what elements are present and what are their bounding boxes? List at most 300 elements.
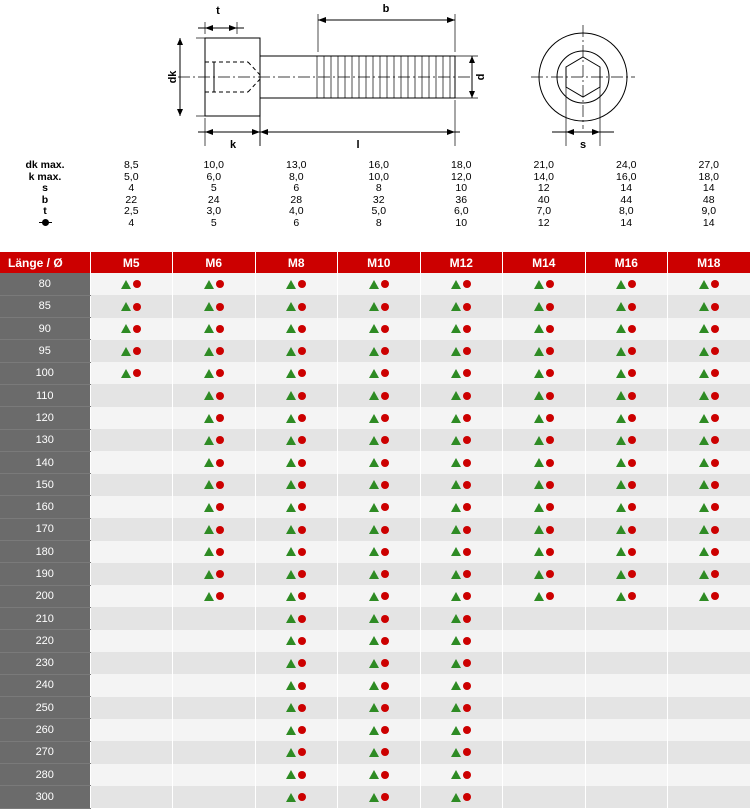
availability-marks — [451, 636, 471, 647]
availability-marks — [369, 770, 389, 781]
availability-cell-filled — [173, 563, 256, 585]
row-length-label: 280 — [0, 764, 90, 786]
green-triangle-icon — [286, 458, 296, 467]
availability-cell-filled — [420, 318, 503, 340]
availability-cell-filled — [585, 384, 668, 406]
row-length-label: 180 — [0, 541, 90, 563]
availability-marks — [369, 301, 389, 312]
red-circle-icon — [463, 325, 471, 333]
availability-cell-filled — [420, 697, 503, 719]
availability-cell-empty — [90, 474, 173, 496]
green-triangle-icon — [616, 391, 626, 400]
green-triangle-icon — [204, 592, 214, 601]
availability-marks — [534, 591, 554, 602]
availability-marks — [369, 569, 389, 580]
row-length-label: 95 — [0, 340, 90, 362]
availability-cell-filled — [173, 340, 256, 362]
dimension-row-label — [0, 218, 90, 230]
red-circle-icon — [381, 303, 389, 311]
availability-cell-filled — [503, 318, 586, 340]
green-triangle-icon — [699, 525, 709, 534]
green-triangle-icon — [204, 480, 214, 489]
green-triangle-icon — [534, 570, 544, 579]
availability-cell-empty — [173, 719, 256, 741]
dimension-value: 9,0 — [701, 205, 717, 217]
availability-cell-filled — [255, 697, 338, 719]
availability-cell-filled — [338, 607, 421, 629]
green-triangle-icon — [369, 436, 379, 445]
green-triangle-icon — [369, 525, 379, 534]
red-circle-icon — [628, 303, 636, 311]
availability-marks — [616, 547, 636, 558]
green-triangle-icon — [451, 458, 461, 467]
green-triangle-icon — [369, 770, 379, 779]
table-row — [0, 630, 750, 652]
dim-label-d: d — [475, 73, 487, 81]
availability-cell-filled — [338, 273, 421, 295]
red-circle-icon — [216, 503, 224, 511]
table-row — [0, 563, 750, 585]
dimension-values-table — [0, 160, 750, 229]
green-triangle-icon — [451, 503, 461, 512]
availability-cell-filled — [255, 630, 338, 652]
red-circle-icon — [298, 303, 306, 311]
red-circle-icon — [628, 548, 636, 556]
availability-cell-empty — [90, 607, 173, 629]
green-triangle-icon — [369, 369, 379, 378]
header-size-m14: M14 — [503, 252, 586, 273]
table-header — [0, 252, 750, 273]
availability-cell-filled — [173, 496, 256, 518]
availability-cell-filled — [338, 451, 421, 473]
dimension-row-label: t — [43, 205, 47, 217]
green-triangle-icon — [121, 324, 131, 333]
availability-cell-filled — [585, 541, 668, 563]
availability-marks — [699, 346, 719, 357]
row-length-label: 85 — [0, 295, 90, 317]
red-circle-icon — [711, 481, 719, 489]
availability-cell-empty — [585, 652, 668, 674]
availability-cell-filled — [255, 273, 338, 295]
availability-marks — [699, 524, 719, 535]
green-triangle-icon — [451, 391, 461, 400]
dimension-value: 5,0 — [371, 205, 387, 217]
availability-cell-filled — [420, 518, 503, 540]
dimension-row — [0, 183, 750, 195]
red-circle-icon — [298, 793, 306, 801]
availability-marks — [286, 569, 306, 580]
green-triangle-icon — [369, 324, 379, 333]
red-circle-icon — [216, 325, 224, 333]
availability-marks — [369, 346, 389, 357]
row-length-label: 100 — [0, 362, 90, 384]
red-circle-icon — [463, 347, 471, 355]
availability-marks — [286, 324, 306, 335]
row-length-label: 80 — [0, 273, 90, 295]
availability-marks — [369, 636, 389, 647]
green-triangle-icon — [369, 458, 379, 467]
dimension-value: 40 — [537, 193, 550, 206]
availability-marks — [204, 368, 224, 379]
green-triangle-icon — [369, 726, 379, 735]
red-circle-icon — [463, 592, 471, 600]
row-length-label: 190 — [0, 563, 90, 585]
availability-marks — [451, 301, 471, 312]
red-circle-icon — [711, 436, 719, 444]
green-triangle-icon — [534, 369, 544, 378]
dimension-row-label: dk max. — [25, 159, 65, 171]
red-circle-icon — [216, 347, 224, 355]
header-size-m12: M12 — [420, 252, 503, 273]
red-circle-icon — [463, 615, 471, 623]
dimension-value: 5 — [210, 182, 217, 194]
availability-marks — [286, 747, 306, 758]
availability-marks — [534, 569, 554, 580]
dimension-row-label: b — [41, 193, 49, 206]
availability-marks — [451, 680, 471, 691]
red-circle-icon — [381, 771, 389, 779]
table-row — [0, 719, 750, 741]
availability-marks — [286, 435, 306, 446]
red-circle-icon — [133, 280, 141, 288]
red-circle-icon — [628, 392, 636, 400]
red-circle-icon — [463, 748, 471, 756]
red-circle-icon — [628, 503, 636, 511]
availability-marks — [616, 324, 636, 335]
dimension-value: 14 — [620, 182, 633, 194]
availability-cell-filled — [503, 563, 586, 585]
availability-marks — [699, 547, 719, 558]
dimension-value: 4 — [128, 216, 135, 229]
availability-cell-empty — [668, 652, 751, 674]
dimension-value: 5 — [210, 216, 217, 229]
green-triangle-icon — [369, 503, 379, 512]
availability-marks — [204, 301, 224, 312]
availability-cell-filled — [503, 585, 586, 607]
red-circle-icon — [133, 369, 141, 377]
availability-cell-filled — [503, 518, 586, 540]
availability-marks — [451, 391, 471, 402]
dimension-value: 7,0 — [536, 205, 552, 217]
availability-marks — [699, 301, 719, 312]
dimension-value: 24,0 — [616, 159, 637, 171]
red-circle-icon — [711, 325, 719, 333]
availability-cell-filled — [420, 563, 503, 585]
green-triangle-icon — [369, 703, 379, 712]
availability-cell-filled — [255, 496, 338, 518]
availability-marks — [534, 391, 554, 402]
red-circle-icon — [463, 459, 471, 467]
availability-cell-empty — [585, 764, 668, 786]
red-circle-icon — [298, 704, 306, 712]
row-length-label: 160 — [0, 496, 90, 518]
red-circle-icon — [546, 369, 554, 377]
red-circle-icon — [381, 459, 389, 467]
green-triangle-icon — [286, 347, 296, 356]
table-row — [0, 741, 750, 763]
availability-cell-filled — [585, 518, 668, 540]
green-triangle-icon — [534, 302, 544, 311]
green-triangle-icon — [369, 614, 379, 623]
availability-cell-filled — [585, 362, 668, 384]
availability-cell-filled — [255, 607, 338, 629]
red-circle-icon — [463, 303, 471, 311]
countersink-dot-icon — [42, 219, 49, 226]
availability-cell-filled — [255, 362, 338, 384]
availability-marks — [369, 614, 389, 625]
red-circle-icon — [298, 325, 306, 333]
header-size-m18: M18 — [668, 252, 751, 273]
red-circle-icon — [463, 436, 471, 444]
red-circle-icon — [463, 637, 471, 645]
availability-marks — [286, 502, 306, 513]
availability-marks — [699, 569, 719, 580]
red-circle-icon — [381, 570, 389, 578]
availability-cell-filled — [338, 407, 421, 429]
availability-marks — [616, 346, 636, 357]
availability-marks — [534, 435, 554, 446]
red-circle-icon — [628, 414, 636, 422]
green-triangle-icon — [699, 570, 709, 579]
availability-cell-empty — [503, 674, 586, 696]
red-circle-icon — [298, 392, 306, 400]
availability-marks — [121, 324, 141, 335]
green-triangle-icon — [616, 347, 626, 356]
green-triangle-icon — [699, 369, 709, 378]
row-length-label: 250 — [0, 697, 90, 719]
dimension-value: 8,5 — [123, 159, 139, 171]
green-triangle-icon — [286, 659, 296, 668]
green-triangle-icon — [616, 570, 626, 579]
row-length-label: 210 — [0, 607, 90, 629]
availability-marks — [286, 524, 306, 535]
availability-marks — [616, 591, 636, 602]
availability-cell-empty — [173, 607, 256, 629]
availability-marks — [451, 324, 471, 335]
row-length-label: 240 — [0, 674, 90, 696]
availability-cell-empty — [90, 518, 173, 540]
availability-marks — [699, 324, 719, 335]
availability-marks — [534, 458, 554, 469]
red-circle-icon — [546, 325, 554, 333]
availability-cell-empty — [503, 697, 586, 719]
availability-marks — [286, 279, 306, 290]
availability-marks — [286, 770, 306, 781]
green-triangle-icon — [616, 503, 626, 512]
availability-cell-filled — [255, 518, 338, 540]
dim-label-l: l — [356, 139, 360, 151]
green-triangle-icon — [451, 793, 461, 802]
green-triangle-icon — [451, 726, 461, 735]
red-circle-icon — [463, 369, 471, 377]
availability-marks — [369, 658, 389, 669]
availability-cell-filled — [255, 563, 338, 585]
availability-marks — [286, 614, 306, 625]
availability-marks — [369, 591, 389, 602]
availability-cell-empty — [173, 741, 256, 763]
availability-marks — [286, 658, 306, 669]
table-row — [0, 474, 750, 496]
availability-cell-filled — [420, 674, 503, 696]
red-circle-icon — [381, 726, 389, 734]
availability-marks — [451, 770, 471, 781]
green-triangle-icon — [369, 280, 379, 289]
availability-marks — [451, 591, 471, 602]
green-triangle-icon — [616, 480, 626, 489]
green-triangle-icon — [451, 659, 461, 668]
availability-cell-empty — [668, 786, 751, 808]
availability-marks — [616, 279, 636, 290]
green-triangle-icon — [369, 570, 379, 579]
availability-cell-filled — [255, 340, 338, 362]
availability-cell-filled — [420, 652, 503, 674]
availability-marks — [121, 368, 141, 379]
red-circle-icon — [546, 436, 554, 444]
availability-marks — [204, 458, 224, 469]
red-circle-icon — [216, 459, 224, 467]
availability-marks — [451, 658, 471, 669]
green-triangle-icon — [451, 681, 461, 690]
availability-marks — [204, 502, 224, 513]
dimension-value: 6,0 — [453, 205, 469, 217]
green-triangle-icon — [699, 280, 709, 289]
green-triangle-icon — [451, 547, 461, 556]
table-row — [0, 607, 750, 629]
table-row — [0, 541, 750, 563]
dimension-value: 27,0 — [698, 159, 719, 171]
red-circle-icon — [298, 414, 306, 422]
red-circle-icon — [216, 414, 224, 422]
availability-cell-filled — [420, 474, 503, 496]
availability-cell-empty — [90, 563, 173, 585]
red-circle-icon — [381, 325, 389, 333]
dimension-value: 8,0 — [288, 170, 304, 183]
availability-cell-empty — [90, 407, 173, 429]
red-circle-icon — [381, 592, 389, 600]
red-circle-icon — [546, 526, 554, 534]
red-circle-icon — [298, 659, 306, 667]
green-triangle-icon — [286, 391, 296, 400]
availability-marks — [121, 301, 141, 312]
red-circle-icon — [298, 615, 306, 623]
green-triangle-icon — [286, 369, 296, 378]
availability-cell-empty — [668, 630, 751, 652]
green-triangle-icon — [369, 414, 379, 423]
green-triangle-icon — [286, 414, 296, 423]
red-circle-icon — [298, 637, 306, 645]
availability-cell-empty — [585, 741, 668, 763]
availability-cell-filled — [668, 362, 751, 384]
availability-cell-filled — [255, 764, 338, 786]
red-circle-icon — [298, 369, 306, 377]
red-circle-icon — [463, 280, 471, 288]
availability-marks — [286, 725, 306, 736]
availability-cell-filled — [420, 786, 503, 808]
red-circle-icon — [463, 481, 471, 489]
row-length-label: 120 — [0, 407, 90, 429]
red-circle-icon — [628, 570, 636, 578]
dimension-value: 28 — [290, 193, 303, 206]
dimension-value: 10 — [455, 216, 468, 229]
red-circle-icon — [711, 280, 719, 288]
dimension-value: 14,0 — [533, 170, 554, 183]
red-circle-icon — [133, 303, 141, 311]
availability-cell-empty — [90, 541, 173, 563]
availability-marks — [534, 324, 554, 335]
red-circle-icon — [463, 548, 471, 556]
availability-cell-filled — [585, 407, 668, 429]
availability-marks — [369, 480, 389, 491]
red-circle-icon — [381, 436, 389, 444]
table-row — [0, 764, 750, 786]
red-circle-icon — [298, 682, 306, 690]
availability-cell-filled — [503, 362, 586, 384]
dimension-value: 8,0 — [618, 205, 634, 217]
table-body — [0, 273, 750, 808]
availability-cell-filled — [668, 407, 751, 429]
availability-marks — [369, 279, 389, 290]
dimension-value: 32 — [372, 193, 385, 206]
availability-cell-filled — [173, 384, 256, 406]
green-triangle-icon — [204, 503, 214, 512]
availability-marks — [534, 279, 554, 290]
green-triangle-icon — [699, 592, 709, 601]
red-circle-icon — [463, 526, 471, 534]
availability-cell-filled — [338, 295, 421, 317]
table-row — [0, 451, 750, 473]
availability-marks — [286, 391, 306, 402]
dimension-row-label: k max. — [28, 170, 62, 183]
green-triangle-icon — [204, 391, 214, 400]
green-triangle-icon — [369, 592, 379, 601]
green-triangle-icon — [204, 369, 214, 378]
table-row — [0, 652, 750, 674]
green-triangle-icon — [699, 324, 709, 333]
red-circle-icon — [711, 303, 719, 311]
availability-cell-filled — [420, 719, 503, 741]
red-circle-icon — [298, 280, 306, 288]
green-triangle-icon — [616, 547, 626, 556]
availability-marks — [286, 680, 306, 691]
availability-cell-filled — [585, 429, 668, 451]
availability-cell-filled — [338, 674, 421, 696]
availability-cell-empty — [585, 786, 668, 808]
red-circle-icon — [381, 392, 389, 400]
green-triangle-icon — [616, 369, 626, 378]
red-circle-icon — [463, 570, 471, 578]
availability-cell-filled — [255, 474, 338, 496]
green-triangle-icon — [451, 614, 461, 623]
header-size-m5: M5 — [90, 252, 173, 273]
availability-cell-filled — [503, 273, 586, 295]
dimension-value: 4,0 — [288, 205, 304, 217]
dimension-value: 8 — [375, 216, 382, 229]
green-triangle-icon — [451, 748, 461, 757]
green-triangle-icon — [204, 547, 214, 556]
red-circle-icon — [711, 369, 719, 377]
availability-cell-filled — [338, 474, 421, 496]
availability-marks — [204, 591, 224, 602]
red-circle-icon — [381, 793, 389, 801]
red-circle-icon — [298, 592, 306, 600]
red-circle-icon — [546, 592, 554, 600]
dim-label-s: s — [579, 139, 587, 151]
availability-cell-empty — [90, 652, 173, 674]
availability-marks — [286, 636, 306, 647]
green-triangle-icon — [451, 592, 461, 601]
availability-marks — [369, 413, 389, 424]
availability-cell-filled — [668, 496, 751, 518]
